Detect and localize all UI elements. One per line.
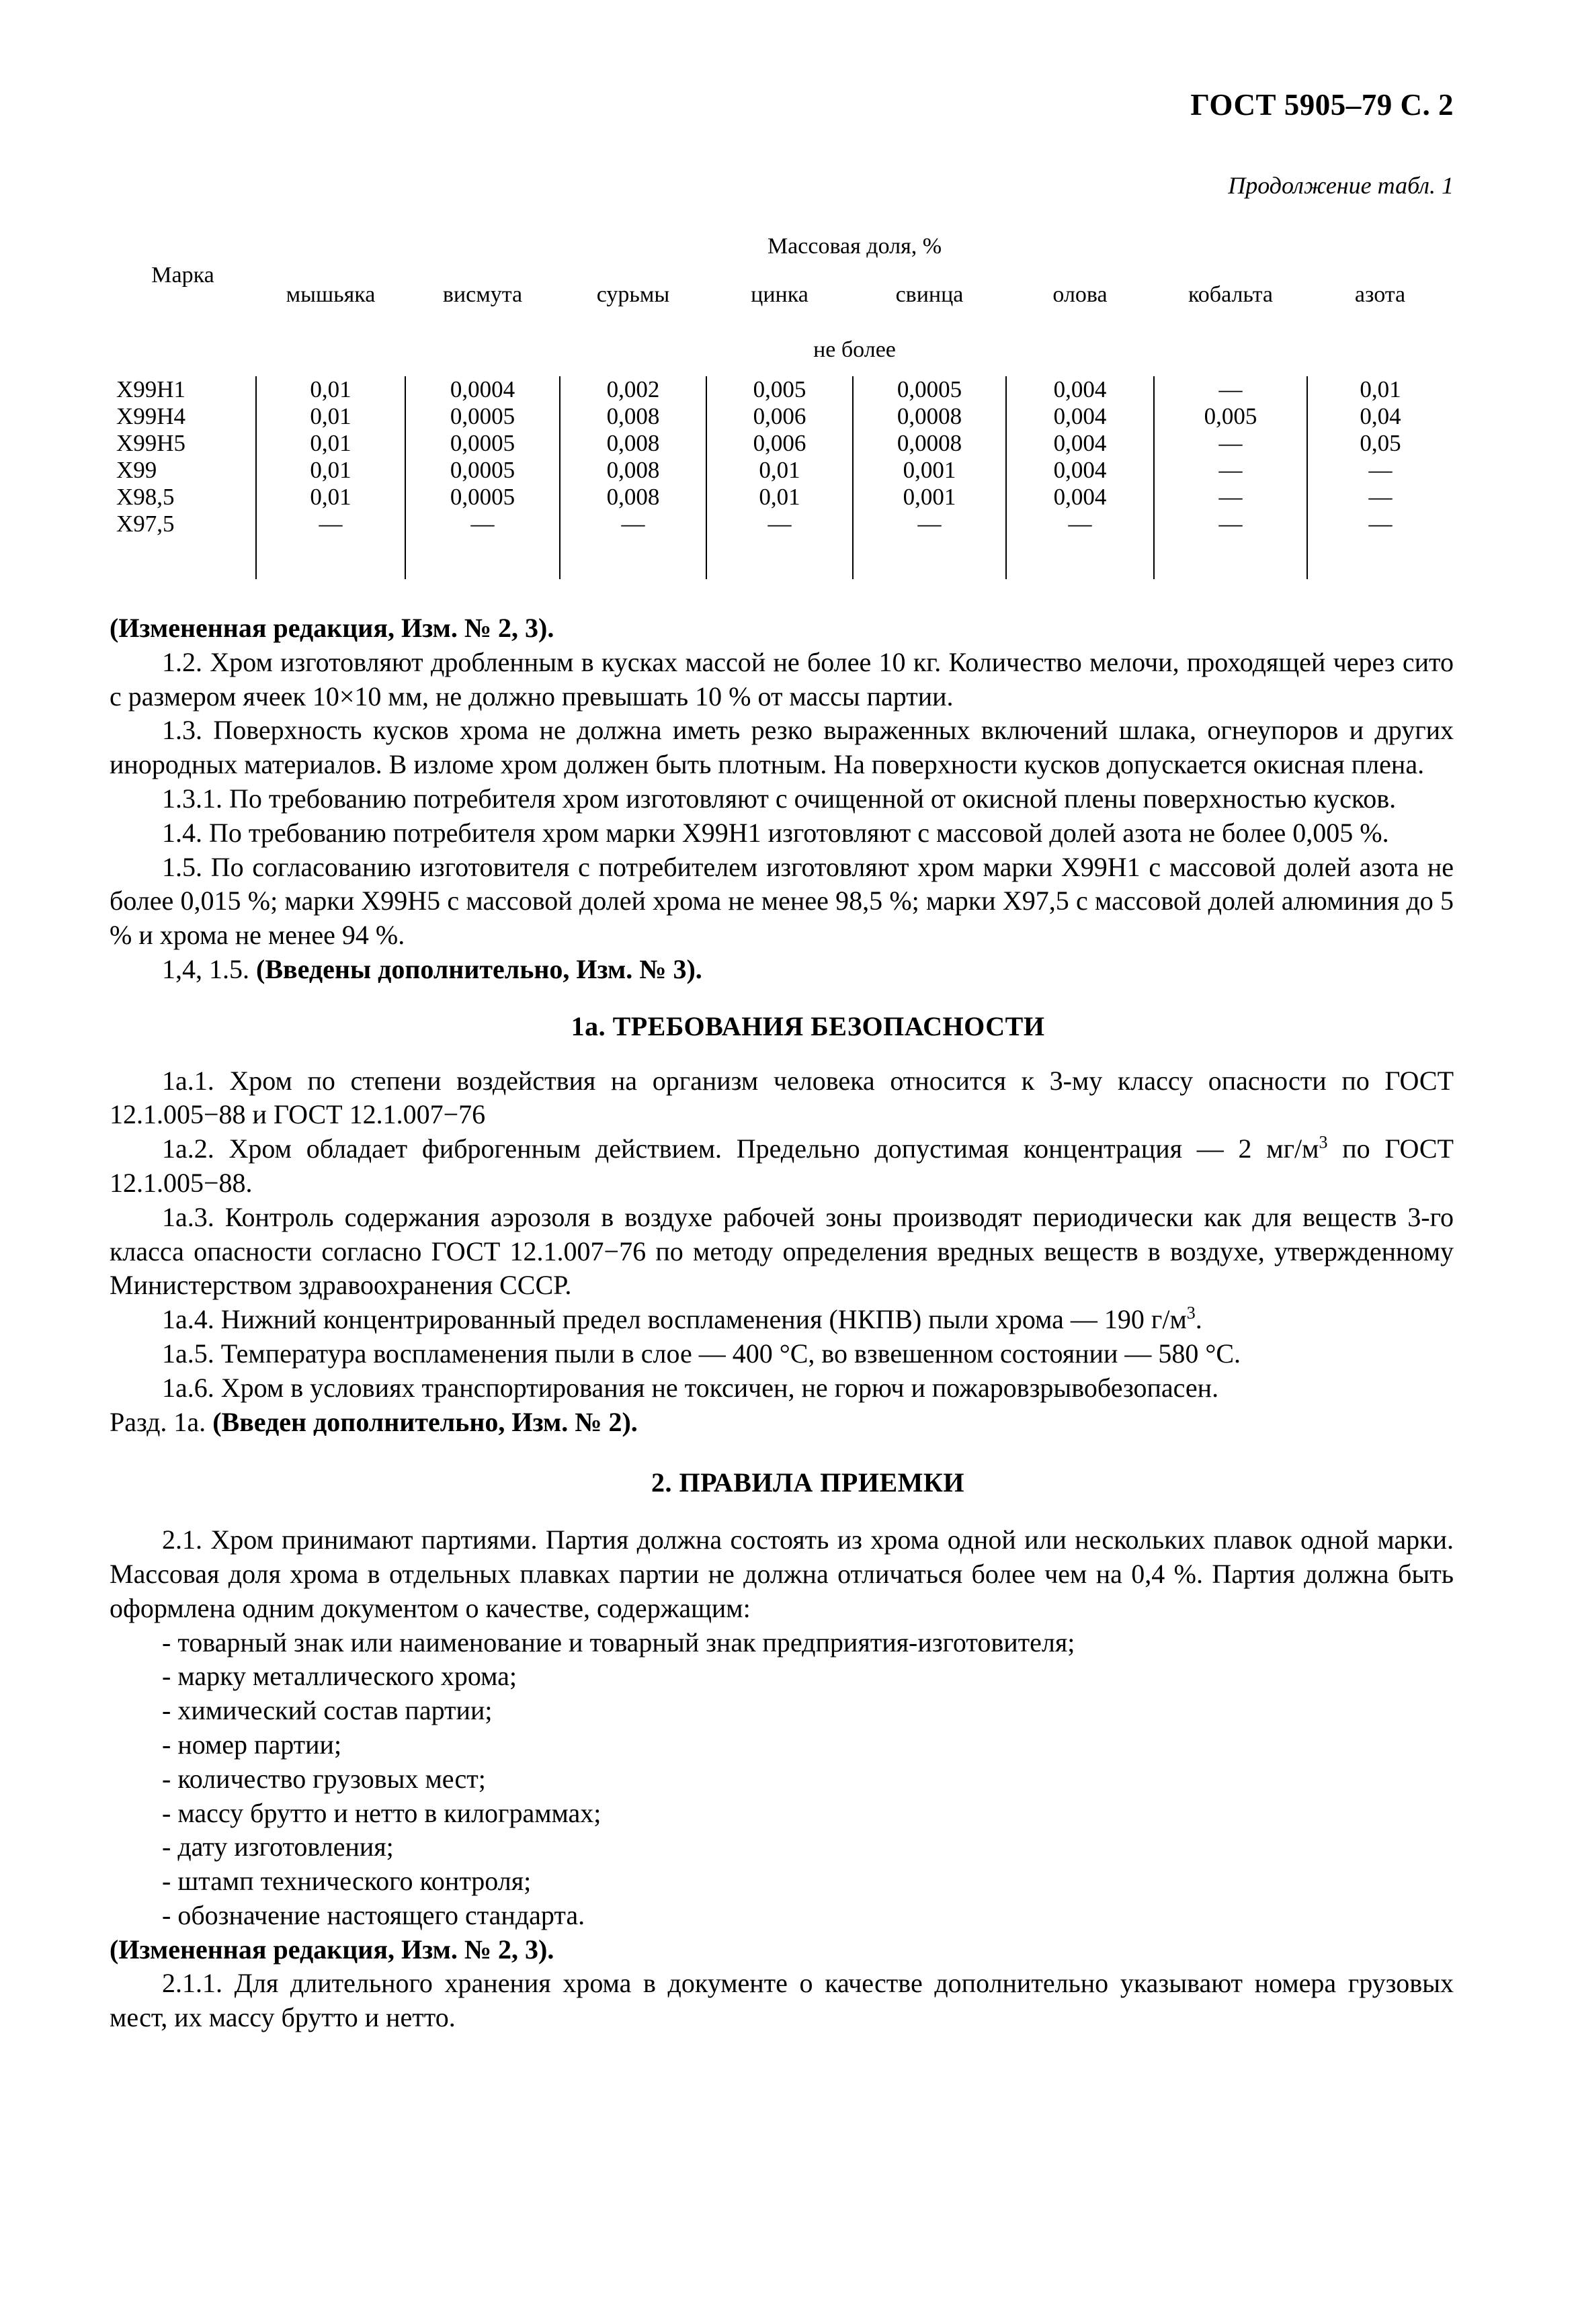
table-cell-spacer [1154,537,1307,579]
paragraph-1-2: 1.2. Хром изготовляют дробленным в кусках массой не более 10 кг. Количество мелочи, проходящей через сито с размером ячеек 10×10 мм, не должно превышать 10 % от массы партии. [110,646,1454,712]
table-cell-value: 0,0005 [405,457,560,484]
paragraph-1-3: 1.3. Поверхность кусков хрома не должна иметь резко выраженных включений шлака, огнеупоров и других инородных материалов. В изломе хром должен быть плотным. На поверхности кусков допускается окисная плена. [110,715,1454,780]
table-cell-value: 0,05 [1360,430,1401,456]
table-cell-value: 0,0005 [405,484,560,511]
table-cell-value: 0,04 [1360,403,1401,429]
table-cell-value: 0,0008 [853,403,1006,430]
table-cell-spacer [1307,537,1453,579]
table-col-zinc: цинка [751,282,808,307]
table-bottom-spacer-row [110,537,1453,579]
composition-table-wrapper [110,227,1453,579]
table-row [110,511,1453,537]
table-cell-value: 0,004 [1006,376,1154,403]
note-prefix: 1,4, 1.5. [162,953,256,984]
table-cell-value: 0,01 [706,457,853,484]
table-cell-value: 0,006 [706,430,853,457]
table-cell-value: — [1154,376,1307,403]
table-cell-value: 0,0005 [853,376,1006,403]
composition-table [110,227,1453,579]
table-cell-value: 0,008 [560,484,706,511]
paragraph-1-4: 1.4. По требованию потребителя хром марки Х99Н1 изготовляют с массовой долей азота не более 0,005 %. [162,817,1389,848]
paragraph-1a-2-after: по ГОСТ 12.1.005−88. [110,1133,1454,1198]
table-cell-value: — [1368,511,1393,537]
list-item: - химический состав партии; [162,1695,493,1726]
paragraph-1a-1: 1a.1. Хром по степени воздействия на организм человека относится к 3-му классу опасности по ГОСТ 12.1.005−88 и ГОСТ 12.1.007−76 [110,1065,1454,1130]
note-amended-edition-1: (Измененная редакция, Изм. № 2, 3). [110,613,554,643]
table-cell-spacer [1006,537,1154,579]
table-cell-value: — [1368,457,1393,483]
table-cell-value: 0,01 [256,430,405,457]
table-continuation-note: Продолжение табл. 1 [1228,172,1454,199]
table-col-lead: свинца [895,282,964,307]
table-cell-value: 0,01 [256,376,405,403]
table-cell-value: 0,005 [706,376,853,403]
table-cell-value: 0,001 [853,484,1006,511]
table-cell-value: 0,0005 [405,403,560,430]
table-cell-spacer [256,537,405,579]
table-limit-note: не более [813,337,896,362]
table-cell-value: — [405,511,560,537]
table-cell-value: — [853,511,1006,537]
table-row [110,457,1453,484]
table-cell-value: 0,006 [706,403,853,430]
list-item: - обозначение настоящего стандарта. [162,1899,585,1930]
table-col-arsenic: мышьяка [286,282,376,307]
table-cell-value: 0,002 [560,376,706,403]
list-item: - марку металлического хрома; [162,1661,517,1692]
table-cell-value: — [1368,484,1393,510]
table-cell-value: 0,0004 [405,376,560,403]
table-cell-value: 0,01 [256,484,405,511]
table-cell-marka: Х99Н4 [110,403,256,430]
table-cell-value: 0,01 [706,484,853,511]
paragraph-1a-4-superscript: 3 [1186,1303,1196,1323]
table-cell-value: 0,008 [560,430,706,457]
table-cell-spacer [706,537,853,579]
note-prefix: Разд. 1a. [110,1406,213,1437]
table-spanhead-row [110,227,1453,266]
heading-section-1a: 1a. ТРЕБОВАНИЯ БЕЗОПАСНОСТИ [571,1010,1045,1041]
table-cell-value: 0,0005 [405,430,560,457]
table-cell-value: — [706,511,853,537]
table-col-antimony: сурьмы [596,282,670,307]
note-bold: (Введен дополнительно, Изм. № 2). [212,1406,638,1437]
list-item: - номер партии; [162,1729,342,1760]
table-cell-value: 0,001 [853,457,1006,484]
list-item: - штамп технического контроля; [162,1866,532,1897]
table-cell-value: 0,01 [1360,376,1401,402]
paragraph-1-3-1: 1.3.1. По требованию потребителя хром изготовляют с очищенной от окисной плены поверхностью кусков. [162,783,1397,814]
paragraph-1a-2-superscript: 3 [1319,1132,1328,1152]
table-limit-note-row [110,324,1453,376]
document-body [110,611,1454,2035]
table-cell-value: 0,005 [1154,403,1307,430]
table-cell-marka: Х98,5 [110,484,256,511]
note-introduced-1-4-1-5 [110,953,1454,987]
list-item: - товарный знак или наименование и товарный знак предприятия-изготовителя; [162,1627,1075,1658]
table-cell-spacer [405,537,560,579]
note-amended-edition-2: (Измененная редакция, Изм. № 2, 3). [110,1934,554,1965]
table-col-cobalt: кобальта [1188,282,1274,307]
list-item: - массу брутто и нетто в килограммах; [162,1797,602,1828]
table-cell-spacer [853,537,1006,579]
paragraph-2-1: 2.1. Хром принимают партиями. Партия должна состоять из хрома одной или нескольких плавок одной марки. Массовая доля хрома в отдельных плавках партии не должна отличаться более чем на 0,4 %. Партия должна быть оформлена одним документом о качестве, содержащим: [110,1524,1454,1623]
table-cell-value: — [1154,484,1307,511]
table-row [110,376,1453,403]
paragraph-1a-6: 1a.6. Хром в условиях транспортирования не токсичен, не горюч и пожаровзрывобезопасен. [162,1372,1219,1403]
paragraph-1a-4-after: . [1195,1304,1202,1335]
paragraph-1a-2-before: 1a.2. Хром обладает фиброгенным действием. Предельно допустимая концентрация — 2 мг/м [162,1133,1319,1164]
table-cell-value: 0,01 [256,403,405,430]
table-cell-spacer [110,537,256,579]
table-col-nitrogen: азота [1354,282,1406,307]
table-cell-value: 0,004 [1006,484,1154,511]
paragraph-2-1-1: 2.1.1. Для длительного хранения хрома в документе о качестве дополнительно указывают номера грузовых мест, их массу брутто и нетто. [110,1968,1454,2033]
table-header-marka: Марка [151,263,214,288]
table-cell-marka: Х99 [110,457,256,484]
table-cell-marka: Х99Н5 [110,430,256,457]
table-header-mass-fraction: Массовая доля, % [767,234,942,259]
paragraph-1a-4 [110,1303,1454,1337]
table-cell-marka: Х97,5 [110,511,256,537]
table-cell-value: 0,004 [1006,403,1154,430]
table-col-tin: олова [1052,282,1108,307]
table-col-bismuth: висмута [442,282,523,307]
paragraph-1a-3: 1a.3. Контроль содержания аэрозоля в воздухе рабочей зоны производят периодически как для веществ 3-го класса опасности согласно ГОСТ 12.1.007−76 по методу определения вредных веществ в воздухе, утвержденному Министерством здравоохранения СССР. [110,1201,1454,1301]
table-cell-value: 0,01 [256,457,405,484]
table-cell-value: 0,004 [1006,457,1154,484]
list-item: - дату изготовления; [162,1832,394,1862]
table-cell-value: — [256,511,405,537]
table-cell-value: — [1154,457,1307,484]
table-cell-value: — [1154,430,1307,457]
table-row [110,430,1453,457]
table-cell-value: 0,0008 [853,430,1006,457]
table-cell-value: 0,004 [1006,430,1154,457]
table-limit-note-spacer [110,324,256,376]
paragraph-1a-4-before: 1a.4. Нижний концентрированный предел воспламенения (НКПВ) пыли хрома — 190 г/м [162,1304,1187,1335]
list-item: - количество грузовых мест; [162,1763,486,1794]
table-row [110,484,1453,511]
table-cell-value: 0,008 [560,403,706,430]
paragraph-1-5: 1.5. По согласованию изготовителя с потребителем изготовляют хром марки Х99Н1 с массовой долей азота не более 0,015 %; марки Х99Н5 с массовой долей хрома не менее 98,5 %; марки Х97,5 с массовой долей алюминия до 5 % и хрома не менее 94 %. [110,851,1454,951]
heading-section-2: 2. ПРАВИЛА ПРИЕМКИ [651,1467,964,1498]
table-column-head-row [110,266,1453,324]
table-row [110,403,1453,430]
table-cell-value: — [1006,511,1154,537]
note-bold: (Введены дополнительно, Изм. № 3). [256,953,702,984]
table-cell-value: 0,008 [560,457,706,484]
table-cell-value: — [1154,511,1307,537]
paragraph-1a-5: 1a.5. Температура воспламенения пыли в слое — 400 °C, во взвешенном состоянии — 580 °C. [162,1338,1241,1369]
note-razdel-1a [110,1406,1454,1440]
table-cell-spacer [560,537,706,579]
page-header-standard-number: ГОСТ 5905‒79 С. 2 [1190,88,1454,122]
table-cell-marka: Х99Н1 [110,376,256,403]
paragraph-1a-2 [110,1132,1454,1201]
table-cell-value: — [560,511,706,537]
